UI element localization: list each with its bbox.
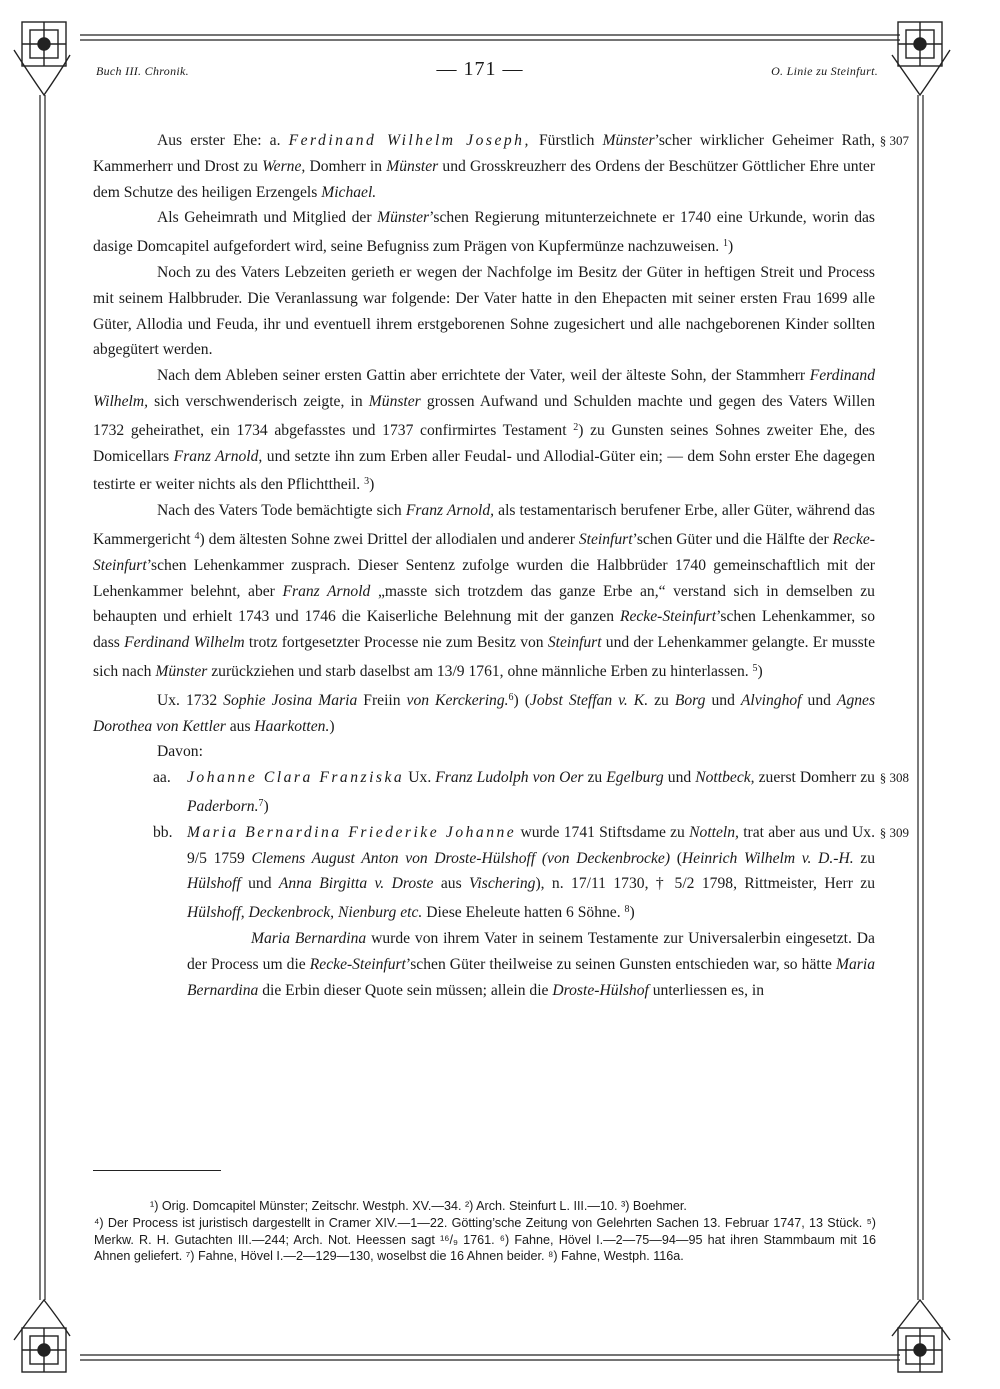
paragraph-streit: Noch zu des Vaters Lebzeiten gerieth er wegen der Nachfolge im Besitz der Güter in heftigen Streit und Process mit seinem Halbbruder. Die Veranlassung war folgende: Der Vater hatte in den Ehepacten mit seiner ersten Frau 1699 alle Güter, Allodia und Feuda, ihr und eventuell ihrem erstgeborenen Sohne zugesichert und alle nachgeborenen Kinder sollten abgegütert werden. bbox=[93, 263, 875, 359]
margin-ref-308: § 308 bbox=[879, 770, 909, 786]
paragraph-geheimrath: Als Geheimrath und Mitglied der Münster’schen Regierung mitunterzeichnete er 1740 eine Urkunde, worin das dasige Domcapitel aufgefordert wird, seine Befugniss zum Prägen von Kupfermünze nachzuweisen. $^1$) bbox=[93, 209, 875, 256]
entry-aa: aa. § 308 Johanne Clara Franziska Ux. Franz Ludolph von Oer zu Egelburg und Nottbeck, zuerst Domherr zu Paderborn.$^7$) bbox=[187, 765, 875, 820]
paragraph-first-marriage: § 307 Aus erster Ehe: a. Ferdinand Wilhelm Joseph, Fürstlich Münster’scher wirklicher Geheimer Rath, Kammerherr und Drost zu Werne, Domherr in Münster und Grosskreuzherr des Ordens der Beschützer Göttlicher Ehre unter dem Schutze des heiligen Erzengels Michael. bbox=[93, 128, 875, 205]
paragraph-testament: Nach dem Ableben seiner ersten Gattin aber errichtete der Vater, weil der älteste Sohn, der Stammherr Ferdinand Wilhelm, sich verschwenderisch zeigte, in Münster grossen Aufwand und Schulden machte und gegen des Vaters Willen 1732 geheirathet, ein 1734 abgefasstes und 1737 confirmirtes Testament $^2$) zu Gunsten seines Sohnes zweiter Ehe, des Domicellars Franz Arnold, und setzte ihn zum Erben aller Feudal- und Allodial-Güter ein; — dem Sohn erster Ehe dagegen testirte er weiter nichts als den Pflichttheil. $^3$) bbox=[93, 367, 875, 494]
corner-ornament-bottom-left bbox=[14, 1300, 70, 1372]
footnote-line-1: ¹) Orig. Domcapitel Münster; Zeitschr. Westph. XV.—34. ²) Arch. Steinfurt L. III.—10. ³) Boehmer. bbox=[150, 1199, 687, 1213]
footnote-rule bbox=[93, 1170, 221, 1171]
corner-ornament-bottom-right bbox=[892, 1300, 950, 1372]
paragraph-erbe: Nach des Vaters Tode bemächtigte sich Franz Arnold, als testamentarisch berufener Erbe, aller Güter, während das Kammergericht $^4$) dem ältesten Sohne zwei Drittel der allodialen und anderer Steinfurt’schen Güter und die Hälfte der Recke-Steinfurt’schen Lehenkammer zusprach. Dieser Sentenz zufolge wurden die Halbbrüder 1740 gemeinschaftlich mit der Lehenkammer belehnt, aber Franz Arnold „masste sich trotzdem das ganze Erbe an,“ verstand sich in demselben zu behaupten und erhielt 1743 und 1746 die Kaiserliche Belehnung mit der ganzen Recke-Steinfurt’schen Lehenkammer, so dass Ferdinand Wilhelm trotz fortgesetzter Processe nie zum Besitz von Steinfurt und der Lehenkammer gelangte. Er musste sich nach Münster zurückziehen und starb daselbst am 13/9 1761, ohne männliche Erben zu hinterlassen. $^5$) bbox=[93, 502, 876, 680]
entry-bb-label: bb. bbox=[153, 823, 173, 841]
main-text bbox=[93, 128, 909, 1003]
running-header-left: Buch III. Chronik. bbox=[96, 64, 189, 78]
entry-bb: bb. § 309 Maria Bernardina Friederike Johanne wurde 1741 Stiftsdame zu Notteln, trat aber aus und Ux. 9/5 1759 Clemens August Anton von Droste-Hülshoff (von Deckenbrocke) (Heinrich Wilhelm v. D.-H. zu Hülshoff und Anna Birgitta v. Droste aus Vischering), n. 17/11 1730, † 5/2 1798, Rittmeister, Herr zu Hülshoff, Deckenbrock, Nienburg etc. Diese Eheleute hatten 6 Söhne. $^8$) Maria Bernardina wurde von ihrem Vater in seinem Testamente zur Universalerbin eingesetzt. Da der Process um die Recke-Steinfurt’schen Güter theilweise zu seinen Gunsten entschieden war, so hätte Maria Bernardina die Erbin dieser Quote sein müssen; allein die Droste-Hülshof unterliessen es, in bbox=[187, 820, 875, 1004]
paragraph-uxor: Ux. 1732 Sophie Josina Maria Freiin von Kerckering.$^6$) (Jobst Steffan v. K. zu Borg und Alvinghof und Agnes Dorothea von Kettler aus Haarkotten.) bbox=[93, 691, 876, 735]
entry-aa-label: aa. bbox=[153, 769, 171, 787]
davon-heading: Davon: bbox=[157, 743, 203, 761]
entry-bb-continuation: Maria Bernardina wurde von ihrem Vater in seinem Testamente zur Universalerbin eingesetzt. Da der Process um die Recke-Steinfurt’schen Güter theilweise zu seinen Gunsten entschieden war, so hätte Maria Bernardina die Erbin dieser Quote sein müssen; allein die Droste-Hülshof unterliessen es, in bbox=[187, 929, 875, 999]
footnote-line-2: ⁴) Der Process ist juristisch dargestellt in Cramer XIV.—1—22. Götting’sche Zeitung von Gelehrten Sachen 13. Februar 1747, 13 Stück. ⁵) Merkw. R. H. Gutachten III.—244; Arch. Not. Heessen sagt ¹⁶/₉ 1761. ⁶) Fahne, Hövel I.—2—75—94—95 hat ihren Stammbaum mit 16 Ahnen geliefert. ⁷) Fahne, Hövel I.—2—129—130, woselbst die 16 Ahnen beider. ⁸) Fahne, Westph. 116a. bbox=[94, 1215, 876, 1264]
margin-ref-307: § 307 bbox=[879, 133, 909, 148]
footnotes bbox=[94, 1198, 876, 1265]
margin-ref-309: § 309 bbox=[879, 824, 909, 840]
page-number: — 171 — bbox=[436, 58, 524, 80]
running-header-right: O. Linie zu Steinfurt. bbox=[771, 64, 878, 78]
